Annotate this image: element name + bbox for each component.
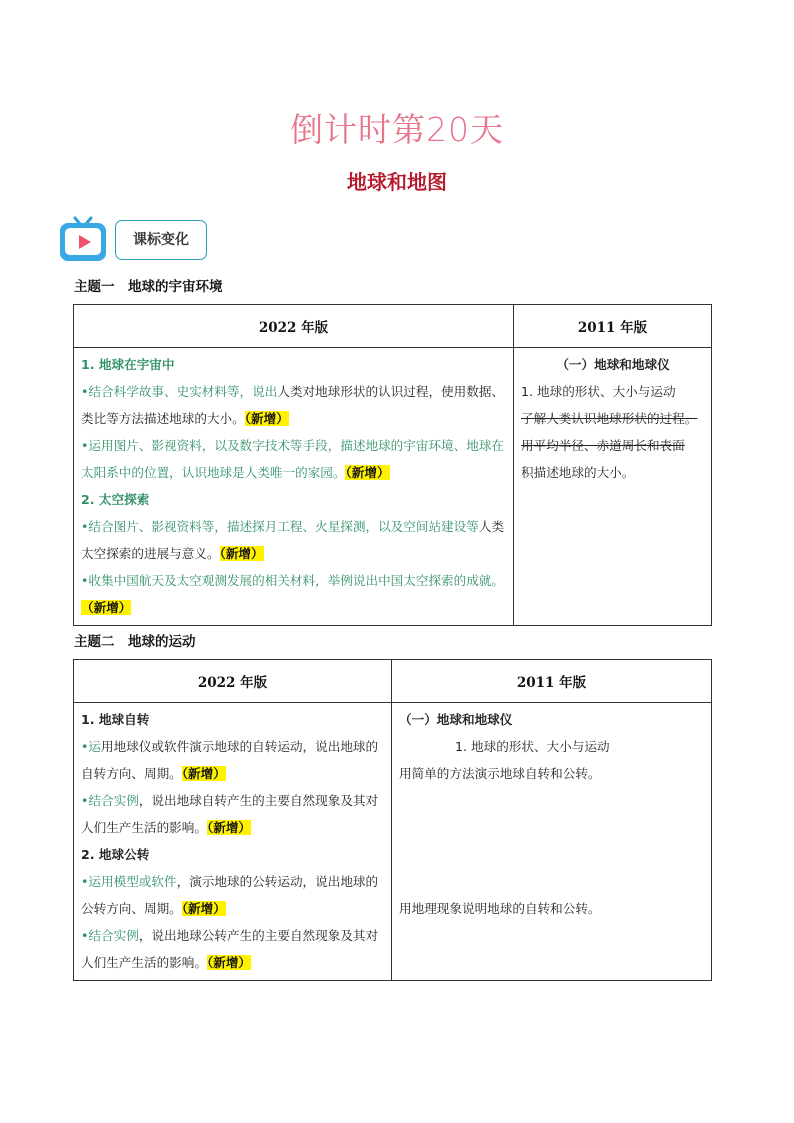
col-header-2011: 2011 年版: [392, 660, 712, 703]
section-label: 课标变化: [115, 220, 207, 260]
topic-2-table: [73, 659, 712, 981]
col-header-2022: 2022 年版: [74, 305, 514, 348]
standard-text: 用地理现象说明地球的自转和公转。: [399, 901, 601, 916]
spacer: [399, 787, 705, 895]
topic-1-title: 主题一 地球的宇宙环境: [74, 279, 223, 295]
standard-text: 用简单的方法演示地球自转和公转。: [399, 766, 601, 781]
topic-1-table: [73, 304, 712, 626]
standard-item: 1. 地球的形状、大小与运动: [455, 739, 610, 754]
standards-2011-cell: [392, 703, 711, 926]
new-badge: （新增）: [81, 600, 132, 615]
subheading: 2. 太空探索: [81, 492, 150, 507]
standards-2022-cell: [74, 703, 391, 980]
new-badge: （新增）: [345, 465, 390, 480]
new-badge: （新增）: [206, 955, 252, 970]
standard-item: •收集中国航天及太空观测发展的相关材料，举例说出中国太空探索的成就。（新增）: [81, 573, 505, 615]
new-badge: （新增）: [244, 411, 289, 426]
new-badge: （新增）: [206, 820, 252, 835]
countdown-title: 倒计时第20天: [290, 110, 504, 149]
subheading: （一）地球和地球仪: [399, 712, 513, 727]
topic-2-title: 主题二 地球的运动: [74, 634, 196, 650]
standard-item: •结合图片、影视资料等，描述探月工程、火星探测，以及空间站建设等人类太空探索的进展与意义。（新增）: [81, 519, 505, 561]
standard-item: •结合科学故事、史实材料等，说出人类对地球形状的认识过程，使用数据、类比等方法描述地球的大小。（新增）: [81, 384, 505, 426]
page-subtitle: 地球和地图: [347, 170, 447, 194]
subheading: 1. 地球在宇宙中: [81, 357, 175, 372]
video-tv-icon: [58, 214, 108, 264]
subheading: 2. 地球公转: [81, 847, 150, 862]
standard-item: 1. 地球的形状、大小与运动: [521, 384, 676, 399]
new-badge: （新增）: [219, 546, 264, 561]
standard-item: •运用图片、影视资料，以及数字技术等手段，描述地球的宇宙环境、地球在太阳系中的位置，认识地球是人类唯一的家园。（新增）: [81, 438, 505, 480]
standard-text: 积描述地球的大小。: [521, 465, 635, 480]
standard-item: •结合实例，说出地球公转产生的主要自然现象及其对人们生产生活的影响。（新增）: [81, 928, 379, 970]
standard-item: •运用模型或软件，演示地球的公转运动，说出地球的公转方向、周期。（新增）: [81, 874, 379, 916]
standard-item: •运用地球仪或软件演示地球的自转运动，说出地球的自转方向、周期。（新增）: [81, 739, 379, 781]
standards-2011-cell: [514, 348, 711, 490]
subheading: （一）地球和地球仪: [556, 357, 670, 372]
standard-text: 用平均半径、赤道周长和表面: [521, 438, 685, 453]
col-header-2022: 2022 年版: [74, 660, 392, 703]
standard-item: •结合实例，说出地球自转产生的主要自然现象及其对人们生产生活的影响。（新增）: [81, 793, 379, 835]
col-header-2011: 2011 年版: [514, 305, 712, 348]
standards-2022-cell: [74, 348, 513, 625]
subheading: 1. 地球自转: [81, 712, 150, 727]
new-badge: （新增）: [181, 766, 226, 781]
standard-text: 了解人类认识地球形状的过程。: [521, 411, 698, 426]
new-badge: （新增）: [181, 901, 226, 916]
